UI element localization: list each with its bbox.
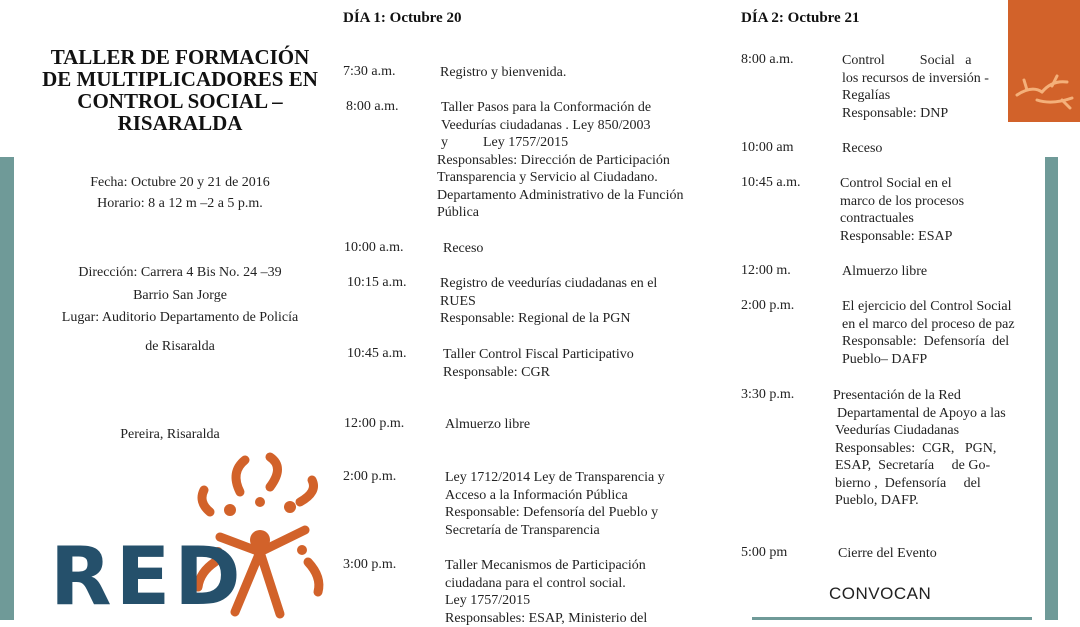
- entry-line: Veedurías ciudadanas . Ley 850/2003: [437, 117, 713, 135]
- entry-line: Taller Pasos para la Conformación de: [437, 99, 713, 117]
- entry-line: en el marco del proceso de paz: [842, 316, 1034, 334]
- entry-line: ESAP, Secretaría de Go-: [833, 457, 1035, 475]
- orange-corner-emblem-icon: [1012, 70, 1080, 110]
- entry-line: los recursos de inversión -: [842, 70, 1010, 88]
- lugar-text: Lugar: Auditorio Departamento de Policía: [20, 310, 340, 326]
- day1-entry: [443, 346, 713, 381]
- entry-line: Almuerzo libre: [842, 263, 927, 281]
- title-line: RISARALDA: [20, 112, 340, 134]
- entry-line: ciudadana para el control social.: [445, 575, 713, 593]
- entry-line: Cierre del Evento: [838, 545, 937, 563]
- day2-time: 8:00 a.m.: [741, 52, 794, 68]
- left-teal-bar: [0, 157, 14, 620]
- entry-line: Control Social a: [842, 52, 1010, 70]
- entry-line: Secretaría de Transparencia: [445, 522, 713, 540]
- entry-line: Responsables: ESAP, Ministerio del: [445, 610, 713, 627]
- day1-entry: [445, 416, 530, 434]
- day1-time: 10:15 a.m.: [347, 275, 407, 291]
- entry-line: RUES: [440, 293, 713, 311]
- entry-line: Pueblo– DAFP: [842, 351, 1034, 369]
- entry-line: contractuales: [840, 210, 1010, 228]
- day1-time: 8:00 a.m.: [346, 99, 399, 115]
- day2-entry: [840, 175, 1010, 245]
- direccion-text: Dirección: Carrera 4 Bis No. 24 –39: [20, 265, 340, 281]
- right-teal-bar: [1045, 157, 1058, 620]
- entry-line: marco de los procesos: [840, 193, 1010, 211]
- day2-entry: [842, 52, 1010, 122]
- entry-line: Regalías: [842, 87, 1010, 105]
- lugar2-text: de Risaralda: [20, 339, 340, 355]
- day1-entry: [437, 99, 713, 222]
- day1-entry: [443, 240, 483, 258]
- entry-line: Almuerzo libre: [445, 416, 530, 434]
- day1-entry: [445, 469, 713, 539]
- entry-line: Acceso a la Información Pública: [445, 487, 713, 505]
- entry-line: El ejercicio del Control Social: [842, 298, 1034, 316]
- entry-line: Registro de veedurías ciudadanas en el: [440, 275, 713, 293]
- entry-line: Ley 1757/2015: [445, 592, 713, 610]
- entry-line: Ley 1712/2014 Ley de Transparencia y: [445, 469, 713, 487]
- fecha-text: Fecha: Octubre 20 y 21 de 2016: [20, 175, 340, 191]
- convocan-label: CONVOCAN: [829, 584, 931, 604]
- barrio-text: Barrio San Jorge: [20, 288, 340, 304]
- entry-line: Receso: [842, 140, 882, 158]
- entry-line: Responsable: Regional de la PGN: [440, 310, 713, 328]
- title-line: CONTROL SOCIAL –: [20, 90, 340, 112]
- day1-heading: DÍA 1: Octubre 20: [343, 10, 461, 27]
- day2-entry: [838, 545, 937, 563]
- day1-time: 7:30 a.m.: [343, 64, 396, 80]
- entry-line: Taller Control Fiscal Participativo: [443, 346, 713, 364]
- day1-time: 10:00 a.m.: [344, 240, 404, 256]
- entry-line: Pueblo, DAFP.: [833, 492, 1035, 510]
- day2-entry: [842, 263, 927, 281]
- title-line: DE MULTIPLICADORES EN: [20, 68, 340, 90]
- entry-line: Departamento Administrativo de la Función: [437, 187, 713, 205]
- entry-line: Taller Mecanismos de Participación: [445, 557, 713, 575]
- day1-time: 3:00 p.m.: [343, 557, 396, 573]
- entry-line: Responsable: DNP: [842, 105, 1010, 123]
- entry-line: Transparencia y Servicio al Ciudadano.: [437, 169, 713, 187]
- day2-entry: [842, 140, 882, 158]
- day2-time: 5:00 pm: [741, 545, 787, 561]
- day1-entry: [440, 64, 713, 82]
- day1-time: 2:00 p.m.: [343, 469, 396, 485]
- day2-time: 2:00 p.m.: [741, 298, 794, 314]
- entry-line: Registro y bienvenida.: [440, 64, 713, 82]
- day2-time: 3:30 p.m.: [741, 387, 794, 403]
- page-title: [20, 46, 340, 134]
- red-logo-text: RED: [50, 537, 245, 617]
- entry-line: Responsables: CGR, PGN,: [833, 440, 1035, 458]
- entry-line: Presentación de la Red: [833, 387, 1035, 405]
- entry-line: Veedurías Ciudadanas: [833, 422, 1035, 440]
- day2-entry: [833, 387, 1035, 510]
- entry-line: Receso: [443, 240, 483, 258]
- day2-time: 12:00 m.: [741, 263, 791, 279]
- entry-line: y Ley 1757/2015: [437, 134, 713, 152]
- day1-entry: [445, 557, 713, 627]
- day1-time: 10:45 a.m.: [347, 346, 407, 362]
- horario-text: Horario: 8 a 12 m –2 a 5 p.m.: [20, 196, 340, 212]
- entry-line: Responsable: Defensoría del Pueblo y: [445, 504, 713, 522]
- entry-line: Departamental de Apoyo a las: [833, 405, 1035, 423]
- entry-line: Responsable: ESAP: [840, 228, 1010, 246]
- day2-time: 10:45 a.m.: [741, 175, 801, 191]
- entry-line: Control Social en el: [840, 175, 1010, 193]
- day1-time: 12:00 p.m.: [344, 416, 404, 432]
- entry-line: bierno , Defensoría del: [833, 475, 1035, 493]
- entry-line: Responsable: Defensoría del: [842, 333, 1034, 351]
- entry-line: Responsable: CGR: [443, 364, 713, 382]
- ciudad-text: Pereira, Risaralda: [0, 427, 340, 443]
- day2-time: 10:00 am: [741, 140, 794, 156]
- entry-line: Responsables: Dirección de Participación: [437, 152, 713, 170]
- entry-line: Pública: [437, 204, 713, 222]
- day1-entry: [440, 275, 713, 328]
- day2-heading: DÍA 2: Octubre 21: [741, 10, 859, 27]
- title-line: TALLER DE FORMACIÓN: [20, 46, 340, 68]
- day2-entry: [842, 298, 1034, 368]
